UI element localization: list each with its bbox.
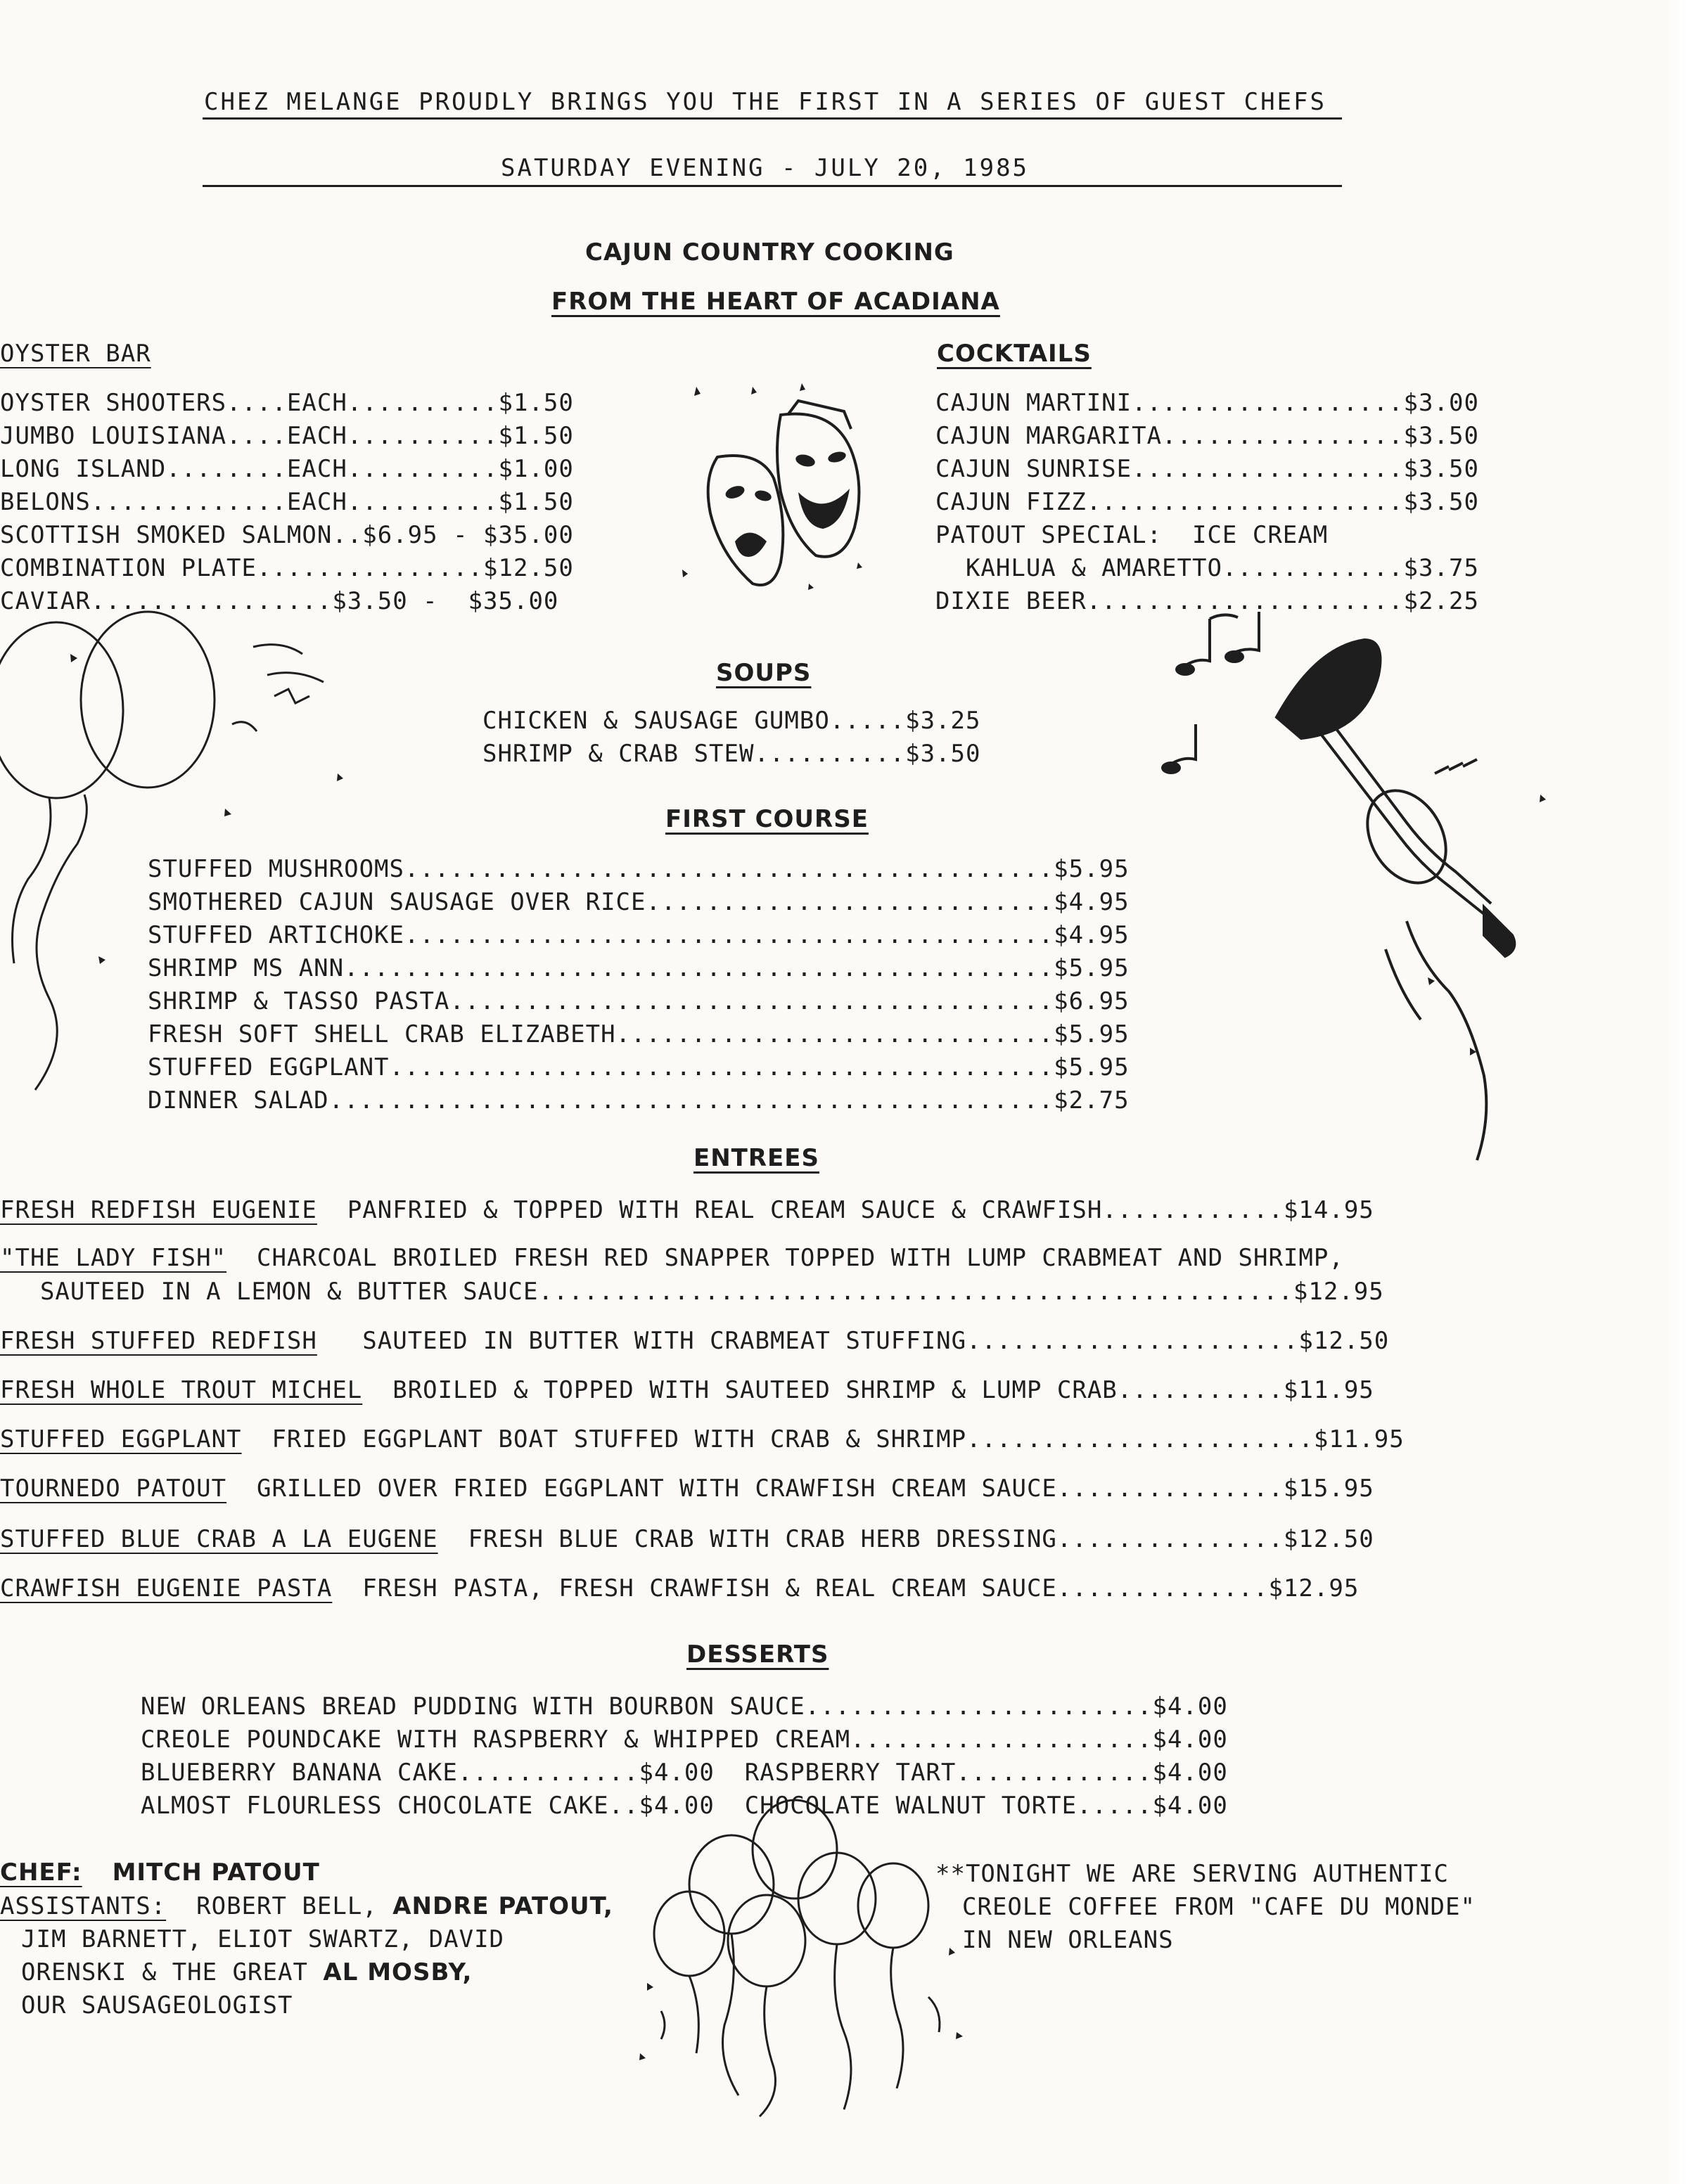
menu-item: PATOUT SPECIAL: ICE CREAM — [935, 521, 1329, 549]
menu-item: CAJUN MARTINI..................$3.00 — [935, 389, 1479, 417]
header-line-2: SATURDAY EVENING - JULY 20, 1985 — [501, 154, 1030, 182]
entree-description: FRIED EGGPLANT BOAT STUFFED WITH CRAB & SHRIMP.......................$11.95 — [241, 1425, 1405, 1453]
trumpet-illustration — [1153, 626, 1561, 1174]
assistants-names-bold: ANDRE PATOUT, — [392, 1892, 613, 1920]
header-rule-2 — [203, 185, 1342, 187]
menu-item: KAHLUA & AMARETTO............$3.75 — [935, 554, 1479, 582]
menu-item: SMOTHERED CAJUN SAUSAGE OVER RICE...........................$4.95 — [148, 888, 1130, 916]
entree-description: FRESH PASTA, FRESH CRAWFISH & REAL CREAM SAUCE..............$12.95 — [332, 1574, 1360, 1602]
entree-name: STUFFED EGGPLANT — [0, 1425, 242, 1453]
menu-item: FRESH SOFT SHELL CRAB ELIZABETH.............................$5.95 — [148, 1020, 1130, 1048]
entree-name: FRESH WHOLE TROUT MICHEL — [0, 1376, 363, 1404]
entree-description: SAUTEED IN BUTTER WITH CRABMEAT STUFFING......................$12.50 — [316, 1327, 1390, 1355]
desserts-heading: DESSERTS — [686, 1640, 829, 1669]
entree-description: GRILLED OVER FRIED EGGPLANT WITH CRAWFISH CREAM SAUCE...............$15.95 — [226, 1475, 1374, 1503]
entree-name: STUFFED BLUE CRAB A LA EUGENE — [0, 1525, 438, 1553]
assistants-line: OUR SAUSAGEOLOGIST — [21, 1991, 293, 2019]
menu-item: STUFFED MUSHROOMS...........................................$5.95 — [148, 855, 1130, 883]
menu-item: SHRIMP & TASSO PASTA........................................$6.95 — [148, 987, 1130, 1015]
menu-item: CAJUN MARGARITA................$3.50 — [935, 422, 1479, 450]
assistants-names-bold: AL MOSBY, — [323, 1958, 473, 1986]
entree-item — [0, 1527, 1374, 1551]
entrees-heading: ENTREES — [693, 1144, 819, 1172]
entree-item — [0, 1477, 1374, 1501]
menu-item: CAJUN FIZZ.....................$3.50 — [935, 488, 1479, 516]
entree-name: TOURNEDO PATOUT — [0, 1475, 227, 1503]
page-subtitle: FROM THE HEART OF ACADIANA — [551, 288, 1000, 316]
menu-item: BLUEBERRY BANANA CAKE............$4.00 RASPBERRY TART.............$4.00 — [141, 1759, 1228, 1787]
menu-item: BELONS.............EACH..........$1.50 — [0, 488, 574, 516]
menu-item: DIXIE BEER.....................$2.25 — [935, 587, 1479, 615]
note-line: **TONIGHT WE ARE SERVING AUTHENTIC — [935, 1860, 1449, 1888]
entree-name: FRESH STUFFED REDFISH — [0, 1327, 317, 1355]
menu-item: SHRIMP & CRAB STEW..........$3.50 — [482, 740, 981, 768]
note-line: CREOLE COFFEE FROM "CAFE DU MONDE" — [962, 1893, 1476, 1921]
oyster-bar-heading: OYSTER BAR — [0, 340, 151, 368]
assistants-label: ASSISTANTS: — [0, 1892, 167, 1920]
menu-item: STUFFED ARTICHOKE...........................................$4.95 — [148, 921, 1130, 949]
soups-heading: SOUPS — [716, 659, 812, 687]
entree-description: CHARCOAL BROILED FRESH RED SNAPPER TOPPED WITH LUMP CRABMEAT AND SHRIMP, — [226, 1244, 1344, 1272]
header-line-1: CHEZ MELANGE PROUDLY BRINGS YOU THE FIRST IN A SERIES OF GUEST CHEFS — [204, 88, 1326, 116]
assistants-names: ROBERT BELL, — [196, 1892, 393, 1920]
assistants-names: ORENSKI & THE GREAT — [21, 1958, 324, 1986]
entree-item — [0, 1427, 1405, 1451]
menu-item: SHRIMP MS ANN...............................................$5.95 — [148, 954, 1130, 982]
entree-item — [0, 1198, 1374, 1222]
entree-name: CRAWFISH EUGENIE PASTA — [0, 1574, 333, 1602]
entree-name: "THE LADY FISH" — [0, 1244, 227, 1272]
menu-item: DINNER SALAD................................................$2.75 — [148, 1086, 1130, 1115]
chef-label: CHEF: — [0, 1858, 82, 1887]
entree-item-continued — [10, 1280, 1384, 1304]
entree-item — [0, 1329, 1389, 1353]
entree-item — [0, 1378, 1374, 1402]
menu-item: STUFFED EGGPLANT............................................$5.95 — [148, 1053, 1130, 1081]
menu-item: CHICKEN & SAUSAGE GUMBO.....$3.25 — [482, 707, 981, 735]
assistants-line — [0, 1894, 613, 1918]
entree-item — [0, 1576, 1359, 1600]
menu-item: ALMOST FLOURLESS CHOCOLATE CAKE..$4.00 CHOCOLATE WALNUT TORTE.....$4.00 — [141, 1792, 1228, 1820]
menu-item: CREOLE POUNDCAKE WITH RASPBERRY & WHIPPED CREAM....................$4.00 — [141, 1726, 1228, 1754]
page-title: CAJUN COUNTRY COOKING — [585, 238, 954, 266]
menu-item: OYSTER SHOOTERS....EACH..........$1.50 — [0, 389, 574, 417]
entree-description: BROILED & TOPPED WITH SAUTEED SHRIMP & LUMP CRAB...........$11.95 — [362, 1376, 1374, 1404]
menu-item: LONG ISLAND........EACH..........$1.00 — [0, 455, 574, 483]
menu-item: NEW ORLEANS BREAD PUDDING WITH BOURBON SAUCE.......................$4.00 — [141, 1692, 1228, 1721]
balloons-bottom-illustration — [619, 1800, 985, 2124]
menu-item: JUMBO LOUISIANA....EACH..........$1.50 — [0, 422, 574, 450]
theatre-masks-illustration — [675, 373, 886, 598]
entree-description: SAUTEED IN A LEMON & BUTTER SAUCE..................................................$12.95 — [10, 1278, 1384, 1306]
page-edge — [1661, 0, 1688, 2184]
entree-item — [0, 1246, 1344, 1270]
first-course-heading: FIRST COURSE — [665, 805, 869, 833]
assistants-line — [21, 1960, 472, 1984]
menu-item: COMBINATION PLATE...............$12.50 — [0, 554, 574, 582]
menu-item: SCOTTISH SMOKED SALMON..$6.95 - $35.00 — [0, 521, 574, 549]
chef-line — [0, 1858, 320, 1887]
entree-name: FRESH REDFISH EUGENIE — [0, 1196, 317, 1224]
assistants-line: JIM BARNETT, ELIOT SWARTZ, DAVID — [21, 1925, 505, 1953]
entree-description: PANFRIED & TOPPED WITH REAL CREAM SAUCE & CRAWFISH............$14.95 — [316, 1196, 1374, 1224]
chef-name: MITCH PATOUT — [112, 1858, 320, 1887]
entree-description: FRESH BLUE CRAB WITH CRAB HERB DRESSING...............$12.50 — [437, 1525, 1374, 1553]
menu-item: CAJUN SUNRISE..................$3.50 — [935, 455, 1479, 483]
menu-item: CAVIAR................$3.50 - $35.00 — [0, 587, 559, 615]
header-rule-1 — [203, 117, 1342, 120]
cocktails-heading: COCKTAILS — [937, 340, 1092, 368]
note-line: IN NEW ORLEANS — [962, 1926, 1174, 1954]
